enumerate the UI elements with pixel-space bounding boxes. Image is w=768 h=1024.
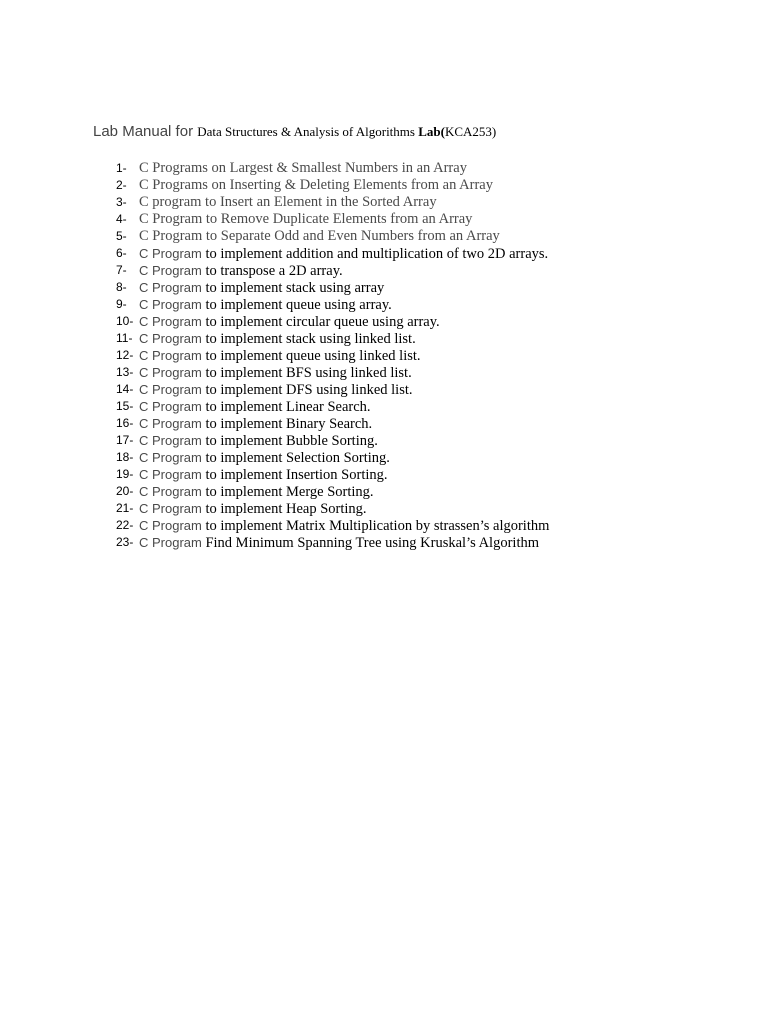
list-item-number: 5-: [116, 229, 127, 243]
list-item-description: to implement Bubble Sorting.: [205, 433, 378, 449]
list-item-description: to transpose a 2D array.: [205, 263, 343, 279]
list-item-text: [139, 262, 343, 280]
list-item-number: 18-: [116, 450, 134, 464]
list-item-lead: C Programs on Inserting & Deleting Elements from an Array: [139, 177, 493, 193]
list-item-description: to implement stack using array: [205, 280, 385, 296]
list-item-lead: C Programs on Largest & Smallest Numbers in an Array: [139, 160, 467, 176]
list-item-text: [139, 466, 388, 484]
list-item-number: 6-: [116, 246, 127, 260]
list-item-number: 9-: [116, 297, 127, 311]
list-item-lead: C Program: [139, 535, 206, 550]
list-item-description: to implement Linear Search.: [205, 399, 371, 415]
title-prefix: Lab Manual for: [93, 123, 198, 140]
list-item-text: [139, 228, 500, 245]
list-item-text: [139, 432, 378, 450]
list-item-text: [139, 398, 371, 416]
list-item-text: [139, 194, 437, 211]
list-item-number: 19-: [116, 467, 134, 481]
list-item-number: 12-: [116, 348, 134, 362]
list-item-number: 17-: [116, 433, 134, 447]
list-item-number: 7-: [116, 263, 127, 277]
list-item-lead: C program to Insert an Element in the Sorted Array: [139, 194, 437, 210]
list-item-text: [139, 296, 392, 314]
list-item-text: [139, 177, 493, 194]
list-item-lead: C Program: [139, 331, 206, 346]
list-item-description: to implement BFS using linked list.: [205, 365, 412, 381]
list-item-description: to implement Merge Sorting.: [205, 484, 374, 500]
list-item-text: [139, 415, 372, 433]
page-title: [93, 122, 496, 142]
list-item-lead: C Program: [139, 382, 206, 397]
list-item-text: [139, 364, 412, 382]
list-item-lead: C Program: [139, 518, 206, 533]
list-item-number: 4-: [116, 212, 127, 226]
list-item-number: 21-: [116, 501, 134, 515]
list-item-number: 16-: [116, 416, 134, 430]
list-item-text: [139, 500, 367, 518]
list-item-number: 23-: [116, 535, 134, 549]
list-item-text: [139, 313, 440, 331]
list-item-lead: C Program: [139, 246, 206, 261]
list-item-lead: C Program: [139, 450, 206, 465]
list-item-description: to implement circular queue using array.: [205, 314, 440, 330]
list-item-number: 14-: [116, 382, 134, 396]
list-item-description: to implement Insertion Sorting.: [205, 467, 388, 483]
list-item-number: 15-: [116, 399, 134, 413]
list-item-text: [139, 211, 472, 228]
list-item-lead: C Program: [139, 365, 206, 380]
list-item-number: 1-: [116, 161, 127, 175]
list-item-lead: C Program: [139, 348, 206, 363]
list-item-number: 3-: [116, 195, 127, 209]
list-item-description: to implement DFS using linked list.: [205, 382, 413, 398]
list-item-lead: C Program to Separate Odd and Even Numbers from an Array: [139, 228, 500, 244]
list-item-text: [139, 381, 413, 399]
title-lab: Lab(: [418, 124, 445, 139]
list-item-text: [139, 160, 467, 177]
list-item-description: to implement queue using array.: [205, 297, 392, 313]
list-item-lead: C Program: [139, 433, 206, 448]
list-item-lead: C Program: [139, 501, 206, 516]
list-item-lead: C Program: [139, 467, 206, 482]
list-item-lead: C Program: [139, 297, 206, 312]
list-item-description: to implement addition and multiplication of two 2D arrays.: [205, 246, 549, 262]
title-code: KCA253): [444, 124, 497, 139]
list-item-description: Find Minimum Spanning Tree using Kruskal’s Algorithm: [205, 535, 539, 551]
list-item-text: [139, 279, 384, 297]
list-item-number: 8-: [116, 280, 127, 294]
title-subject: Data Structures & Analysis of Algorithms: [197, 124, 419, 139]
list-item-lead: C Program: [139, 399, 206, 414]
list-item-lead: C Program: [139, 280, 206, 295]
list-item-text: [139, 347, 421, 365]
list-item-text: [139, 534, 539, 552]
list-item-text: [139, 483, 374, 501]
list-item-text: [139, 517, 549, 535]
list-item-text: [139, 330, 416, 348]
list-item-lead: C Program: [139, 484, 206, 499]
list-item-description: to implement stack using linked list.: [205, 331, 416, 347]
list-item-number: 13-: [116, 365, 134, 379]
list-item-text: [139, 449, 390, 467]
list-item-number: 20-: [116, 484, 134, 498]
list-item-description: to implement Heap Sorting.: [205, 501, 367, 517]
list-item-text: [139, 245, 548, 263]
list-item-number: 11-: [116, 331, 133, 345]
list-item-description: to implement Binary Search.: [205, 416, 373, 432]
list-item-number: 22-: [116, 518, 134, 532]
list-item-lead: C Program: [139, 416, 206, 431]
list-item-lead: C Program: [139, 263, 206, 278]
list-item-number: 10-: [116, 314, 134, 328]
list-item-description: to implement Matrix Multiplication by strassen’s algorithm: [205, 518, 550, 534]
list-item-description: to implement Selection Sorting.: [205, 450, 390, 466]
list-item-number: 2-: [116, 178, 127, 192]
list-item-lead: C Program: [139, 314, 206, 329]
list-item-description: to implement queue using linked list.: [205, 348, 421, 364]
list-item-lead: C Program to Remove Duplicate Elements from an Array: [139, 211, 473, 227]
